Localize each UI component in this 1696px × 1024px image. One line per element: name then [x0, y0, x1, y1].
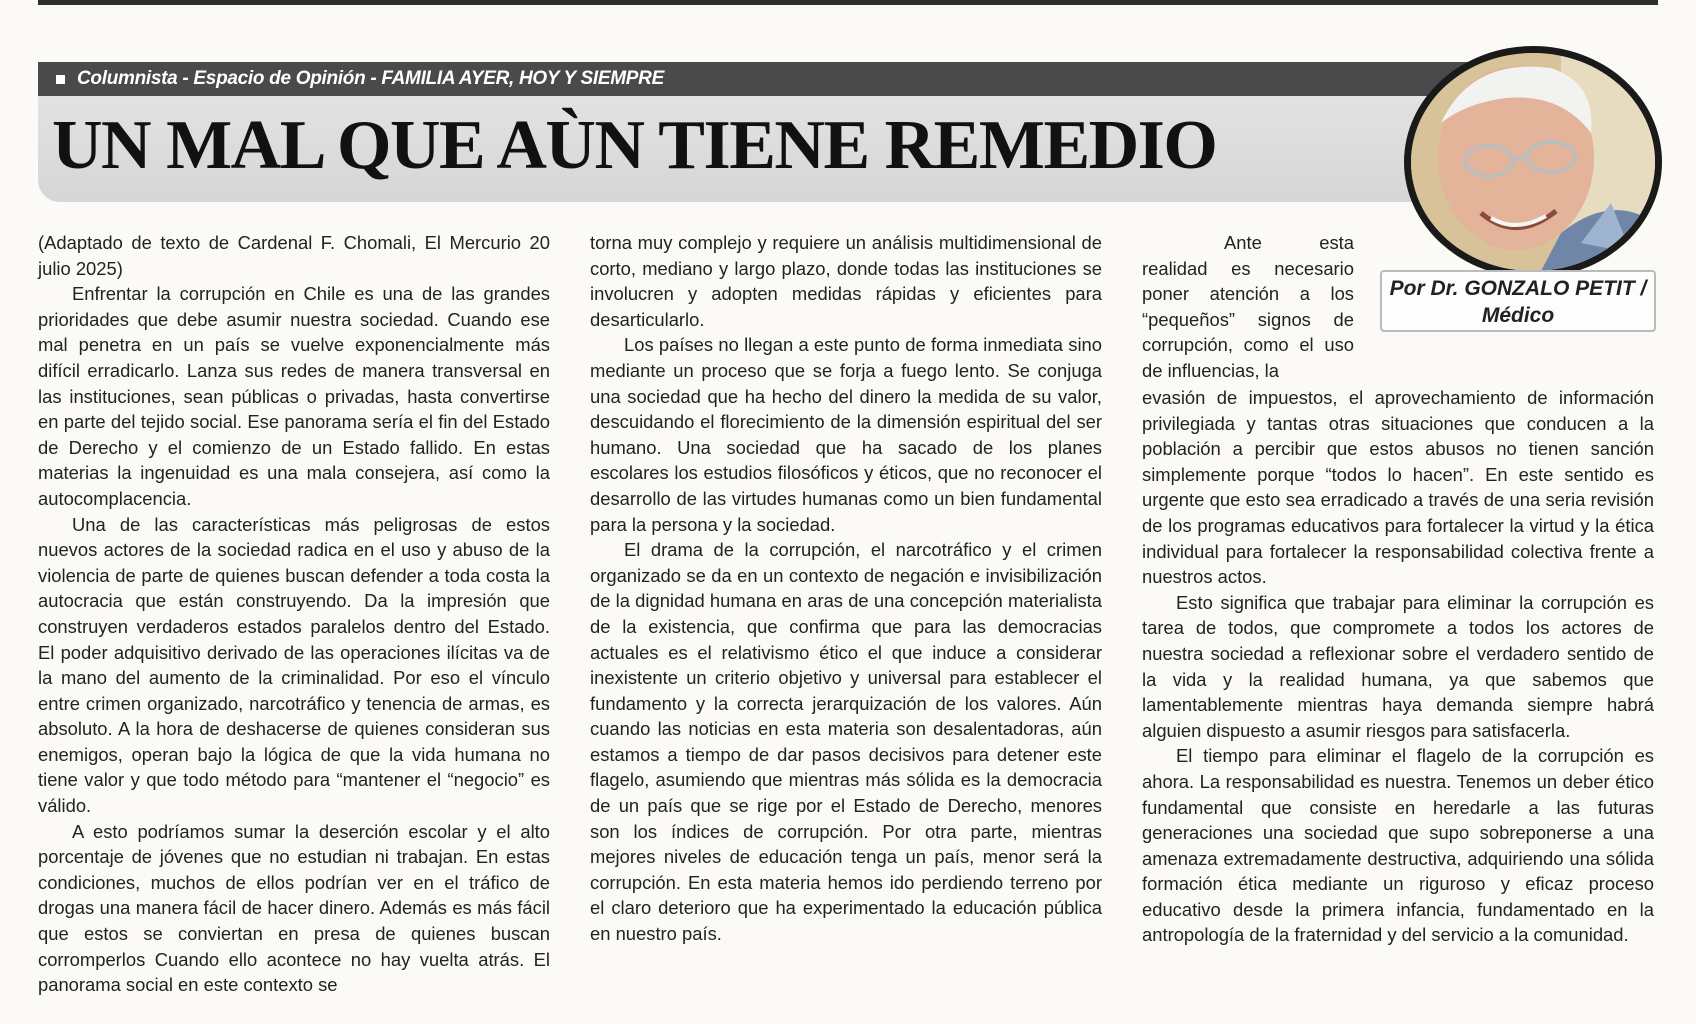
byline-profession: Médico — [1481, 304, 1555, 327]
author-photo — [1404, 46, 1662, 278]
headline: UN MAL QUE AÙN TIENE REMEDIO — [52, 107, 1217, 184]
square-bullet-icon — [56, 75, 65, 84]
source-note: (Adaptado de texto de Cardenal F. Chomali, El Mercurio 20 julio 2025) — [38, 232, 550, 279]
paragraph: torna muy complejo y requiere un análisis multidimensional de corto, mediano y largo plazo, donde todas las instituciones se involucren y adopten medidas rápidas y eficientes para desarticularlo. — [590, 232, 1102, 330]
article-column-2 — [590, 230, 1102, 947]
byline-author: Por Dr. GONZALO PETIT / — [1389, 277, 1647, 300]
paragraph: Esto significa que trabajar para eliminar la corrupción es tarea de todos, que compromete a todos los actores de nuestra sociedad a reflexionar sobre el verdadero sentido de la vida y la realidad humana, ya que sabemos que lamentablemente mientras haya demanda siempre habrá alguien dispuesto a asumir riesgos para satisfacerla. — [1142, 591, 1654, 741]
paragraph: evasión de impuestos, el aprovechamiento de información privilegiada y tantas otras situaciones que conducen a la población a percibir que estos abusos no tienen sanción simplemente porque “todos lo hacen”. En este sentido es urgente que esto sea erradicado a través de una seria revisión de los programas educativos para fortalecer la virtud y la ética individual para fortalecer la responsabilidad colectiva frente a nuestros actos. — [1142, 387, 1654, 588]
article-column-3-intro — [1142, 230, 1354, 384]
paragraph: El tiempo para eliminar el flagelo de la corrupción es ahora. La responsabilidad es nuestra. Tenemos un deber ético fundamental que consiste en heredarle a las futuras generaciones una sociedad que supo sobreponerse a una amenaza extremadamente destructiva, adquiriendo una sólida formación ética mediante un riguroso y eficaz proceso educativo desde la primera infancia, fundamentado en la antropología de la fraternidad y del servicio a la comunidad. — [1142, 745, 1654, 946]
article-column-3 — [1142, 385, 1654, 948]
paragraph: Ante esta realidad es necesario poner atención a los “pequeños” signos de corrupción, como el uso de influencias, la — [1142, 232, 1354, 381]
top-rule — [38, 0, 1658, 5]
section-label-bar — [38, 62, 1518, 96]
byline-box — [1380, 270, 1656, 332]
paragraph: Los países no llegan a este punto de forma inmediata sino mediante un proceso que se forja a fuego lento. Se conjuga una sociedad que ha hecho del dinero la medida de su valor, descuidando el florecimiento de la dimensión espiritual del ser humano. Una sociedad que ha sacado de los planes escolares los estudios filosóficos y éticos, que no reconocer el desarrollo de las virtudes humanas como un bien fundamental para la persona y la sociedad. — [590, 334, 1102, 535]
paragraph: Una de las características más peligrosas de estos nuevos actores de la sociedad radica en el uso y abuso de la violencia de parte de quienes buscan defender a toda costa la autocracia que están construyendo. Da la impresión que construyen verdaderos estados paralelos dentro del Estado. El poder adquisitivo derivado de las operaciones ilícitas va de la mano del aumento de la criminalidad. Por eso el vínculo entre crimen organizado, narcotráfico y tenencia de armas, es absoluto. A la hora de deshacerse de quienes consideran sus enemigos, operan bajo la lógica de que la vida humana no tiene valor y que todo método para “mantener el “negocio” es válido. — [38, 513, 550, 817]
paragraph: A esto podríamos sumar la deserción escolar y el alto porcentaje de jóvenes que no estudian ni trabajan. En estas condiciones, muchos de ellos podrían ver en el tráfico de drogas una manera fácil de hacer dinero. Además es más fácil que estos se conviertan en presa de quienes buscan corromperlos Cuando ello acontece no hay vuelta atrás. El panorama social en este contexto se — [38, 820, 550, 996]
article-column-1 — [38, 230, 550, 998]
paragraph: El drama de la corrupción, el narcotráfico y el crimen organizado se da en un contexto de negación e invisibilización de la dignidad humana en aras de una concepción materialista de la existencia, que confirma que para las democracias actuales es el relativismo ético el que induce a considerar inexistente un criterio objetivo y universal para establecer el fundamento y la correcta jerarquización de los valores. Aún cuando las noticias en esta materia son desalentadoras, aún estamos a tiempo de dar pasos decisivos para detener este flagelo, asumiendo que mientras más sólida es la democracia de un país que se rige por el Estado de Derecho, menores son los índices de corrupción. Por otra parte, mientras mejores niveles de educación tenga un país, menor será la corrupción. En esta materia hemos ido perdiendo terreno por el claro deterioro que ha experimentado la educación pública en nuestro país. — [590, 539, 1102, 945]
author-portrait-icon — [1411, 53, 1655, 271]
section-label: Columnista - Espacio de Opinión - FAMILIA AYER, HOY Y SIEMPRE — [77, 68, 664, 89]
paragraph: Enfrentar la corrupción en Chile es una de las grandes prioridades que debe asumir nuestra sociedad. Cuando ese mal penetra en un país se vuelve exponencialmente más difícil erradicarlo. Lanza sus redes de manera transversal en las instituciones, sean públicas o privadas, hasta convertirse en parte del tejido social. Ese panorama sería el fin del Estado de Derecho y el comienzo de un Estado fallido. En estas materias la ingenuidad es una mala consejera, así como la autocomplacencia. — [38, 283, 550, 509]
